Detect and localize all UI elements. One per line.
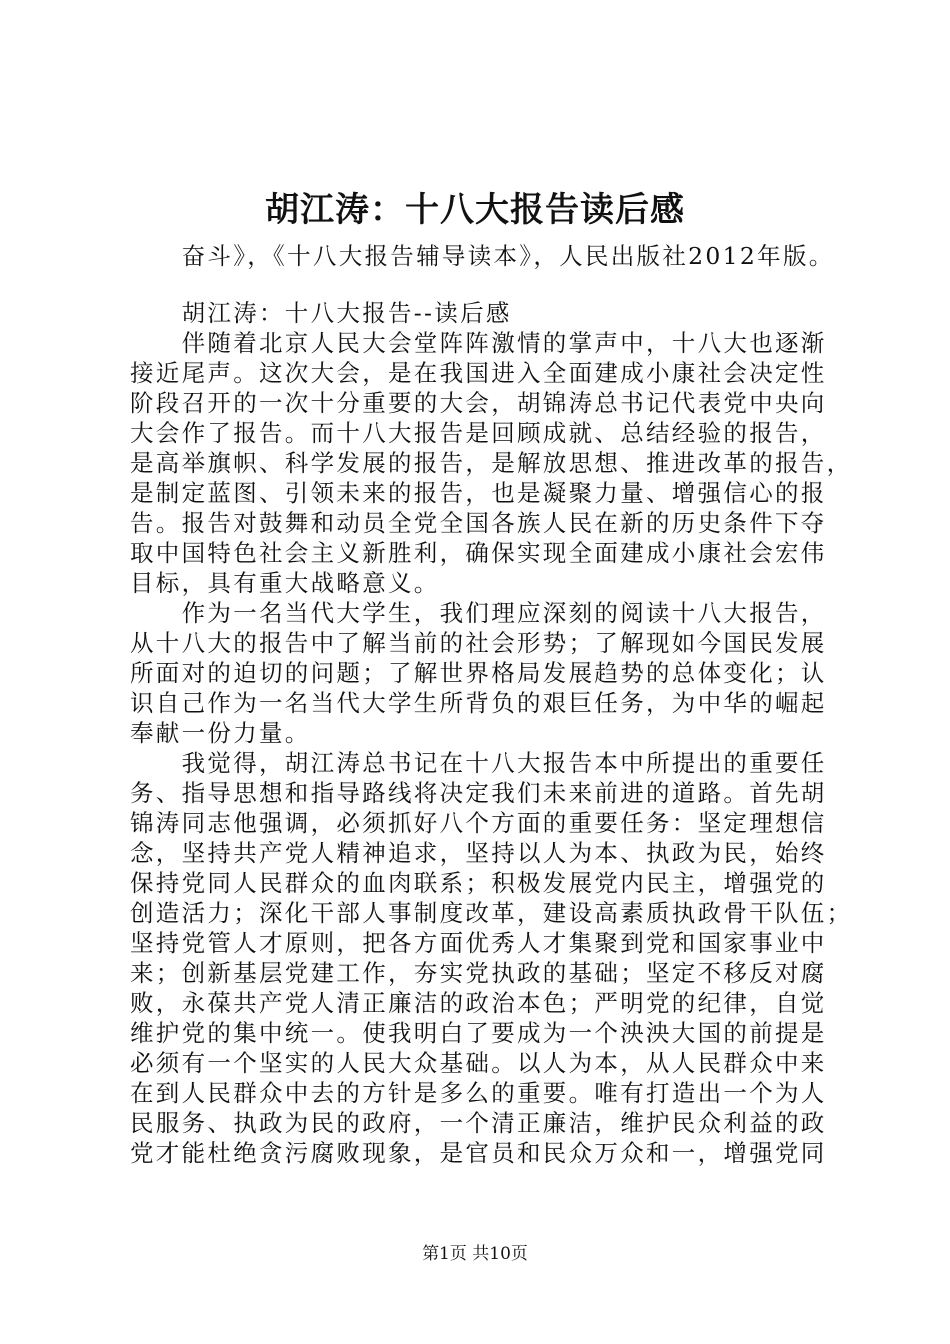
body-line: 作为一名当代大学生，我们理应深刻的阅读十八大报告， — [130, 599, 827, 627]
body-line: 在到人民群众中去的方针是多么的重要。唯有打造出一个为人 — [130, 1079, 827, 1107]
body-line: 识自己作为一名当代大学生所背负的艰巨任务，为中华的崛起 — [130, 689, 827, 717]
body-line: 维护党的集中统一。使我明白了要成为一个泱泱大国的前提是 — [130, 1019, 827, 1047]
body-line: 来；创新基层党建工作，夯实党执政的基础；坚定不移反对腐 — [130, 959, 827, 987]
body-line: 奋斗》，《十八大报告辅导读本》，人民出版社2012年版。 — [130, 242, 835, 270]
body-line: 目标，具有重大战略意义。 — [130, 569, 440, 597]
body-line: 保持党同人民群众的血肉联系；积极发展党内民主，增强党的 — [130, 869, 827, 897]
body-line: 阶段召开的一次十分重要的大会，胡锦涛总书记代表党中央向 — [130, 389, 827, 417]
body-line: 锦涛同志他强调，必须抓好八个方面的重要任务：坚定理想信 — [130, 809, 827, 837]
body-line: 取中国特色社会主义新胜利，确保实现全面建成小康社会宏伟 — [130, 539, 827, 567]
body-line: 必须有一个坚实的人民大众基础。以人为本，从人民群众中来 — [130, 1049, 827, 1077]
body-line: 创造活力；深化干部人事制度改革，建设高素质执政骨干队伍； — [130, 899, 853, 927]
body-line: 从十八大的报告中了解当前的社会形势；了解现如今国民发展 — [130, 629, 827, 657]
body-line: 伴随着北京人民大会堂阵阵激情的掌声中，十八大也逐渐 — [130, 329, 827, 357]
body-line: 党才能杜绝贪污腐败现象，是官员和民众万众和一，增强党同 — [130, 1139, 827, 1167]
body-line: 胡江涛：十八大报告--读后感 — [130, 299, 512, 327]
body-line: 告。报告对鼓舞和动员全党全国各族人民在新的历史条件下夺 — [130, 509, 827, 537]
document-title: 胡江涛：十八大报告读后感 — [265, 190, 685, 230]
body-line: 奉献一份力量。 — [130, 719, 311, 747]
body-line: 是制定蓝图、引领未来的报告，也是凝聚力量、增强信心的报 — [130, 479, 827, 507]
body-line: 民服务、执政为民的政府，一个清正廉洁，维护民众利益的政 — [130, 1109, 827, 1137]
body-line: 是高举旗帜、科学发展的报告，是解放思想、推进改革的报告， — [130, 449, 853, 477]
body-line: 大会作了报告。而十八大报告是回顾成就、总结经验的报告， — [130, 419, 827, 447]
body-line: 我觉得，胡江涛总书记在十八大报告本中所提出的重要任 — [130, 749, 827, 777]
body-line: 念，坚持共产党人精神追求，坚持以人为本、执政为民，始终 — [130, 839, 827, 867]
body-line: 败，永葆共产党人清正廉洁的政治本色；严明党的纪律，自觉 — [130, 989, 827, 1017]
body-line: 务、指导思想和指导路线将决定我们未来前进的道路。首先胡 — [130, 779, 827, 807]
body-line: 坚持党管人才原则，把各方面优秀人才集聚到党和国家事业中 — [130, 929, 827, 957]
page-footer: 第1页 共10页 — [422, 1244, 528, 1264]
body-line: 接近尾声。这次大会，是在我国进入全面建成小康社会决定性 — [130, 359, 827, 387]
body-line: 所面对的迫切的问题；了解世界格局发展趋势的总体变化；认 — [130, 659, 827, 687]
